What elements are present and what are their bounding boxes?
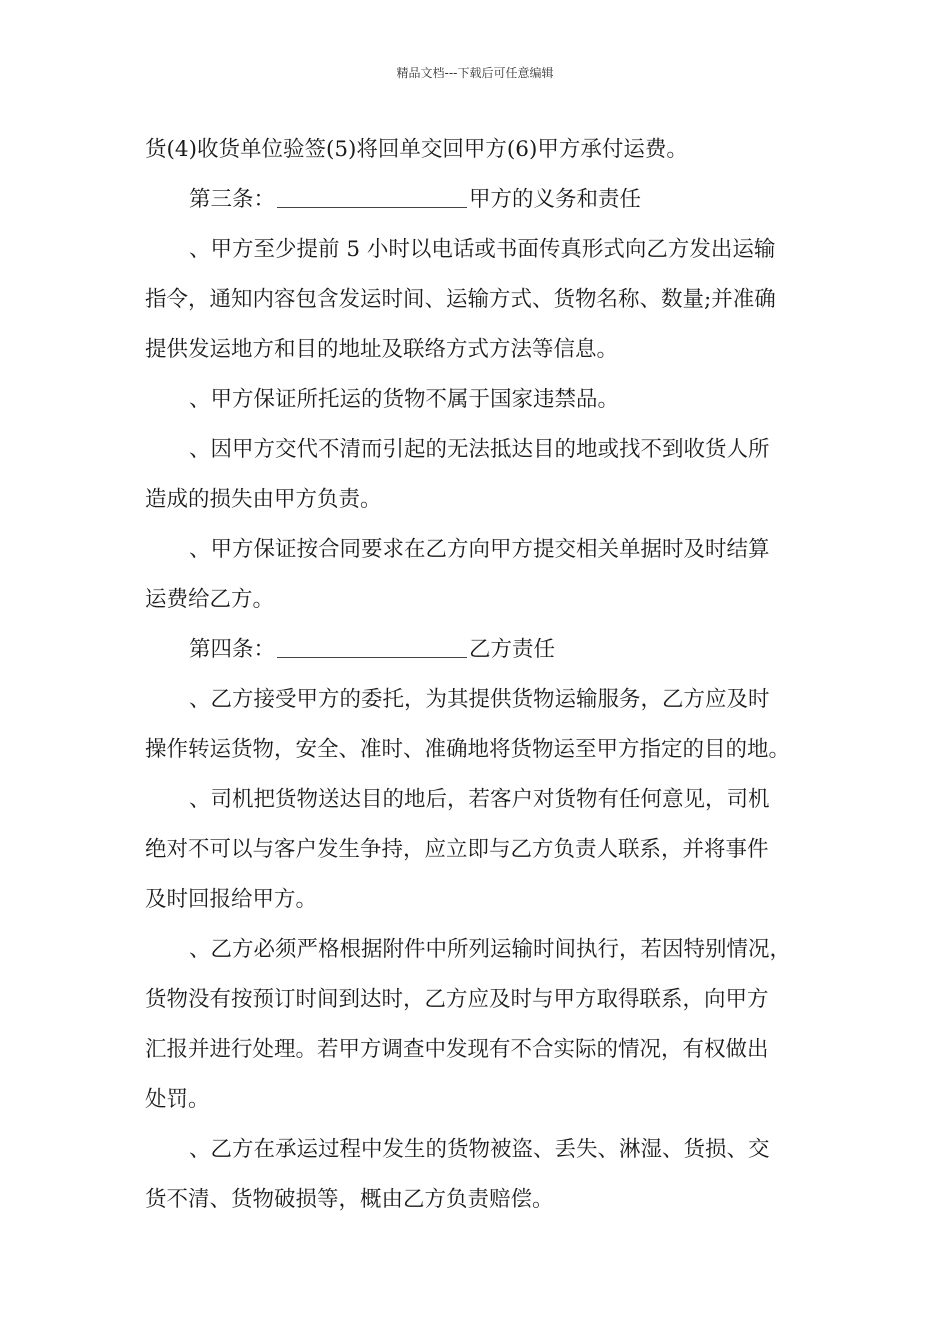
text-line: 、甲方保证按合同要求在乙方向甲方提交相关单据时及时结算 — [189, 537, 770, 562]
document-body — [145, 125, 825, 1225]
text-line: 、司机把货物送达目的地后，若客户对货物有任何意见，司机 — [189, 787, 770, 812]
text-line: 处罚。 — [145, 1087, 210, 1112]
text-line: 提供发运地方和目的地址及联络方式方法等信息。 — [145, 337, 619, 362]
text-line: 指令，通知内容包含发运时间、运输方式、货物名称、数量;并准确 — [145, 287, 776, 312]
article-heading — [145, 625, 825, 675]
text-line: 货物没有按预订时间到达时，乙方应及时与甲方取得联系，向甲方 — [145, 987, 769, 1012]
text-line: 、乙方接受甲方的委托，为其提供货物运输服务，乙方应及时 — [189, 687, 770, 712]
text-line: 造成的损失由甲方负责。 — [145, 487, 382, 512]
article-number: 第四条： — [189, 637, 276, 662]
text-line: 绝对不可以与客户发生争持，应立即与乙方负责人联系，并将事件 — [145, 837, 769, 862]
fill-blank — [277, 656, 467, 658]
article-title: 甲方的义务和责任 — [469, 187, 642, 212]
text-line: 、乙方在承运过程中发生的货物被盗、丢失、淋湿、货损、交 — [189, 1137, 770, 1162]
article-number: 第三条： — [189, 187, 276, 212]
article-heading — [145, 175, 825, 225]
text-line: 及时回报给甲方。 — [145, 887, 318, 912]
page-header: 精品文档---下载后可任意编辑 — [396, 66, 554, 80]
fill-blank — [277, 206, 467, 208]
text-line: 货不清、货物破损等，概由乙方负责赔偿。 — [145, 1187, 554, 1212]
article-title: 乙方责任 — [469, 637, 556, 662]
text-line: 、乙方必须严格根据附件中所列运输时间执行，若因特别情况， — [189, 937, 792, 962]
text-line: 汇报并进行处理。若甲方调查中发现有不合实际的情况，有权做出 — [145, 1037, 769, 1062]
text-line: 、因甲方交代不清而引起的无法抵达目的地或找不到收货人所 — [189, 437, 770, 462]
text-line: 货(4)收货单位验签(5)将回单交回甲方(6)甲方承付运费。 — [145, 137, 688, 162]
text-line: 、甲方保证所托运的货物不属于国家违禁品。 — [189, 387, 620, 412]
text-line: 运费给乙方。 — [145, 587, 275, 612]
text-line: 操作转运货物，安全、准时、准确地将货物运至甲方指定的目的地。 — [145, 737, 791, 762]
text-line: 、甲方至少提前 5 小时以电话或书面传真形式向乙方发出运输 — [189, 237, 776, 262]
